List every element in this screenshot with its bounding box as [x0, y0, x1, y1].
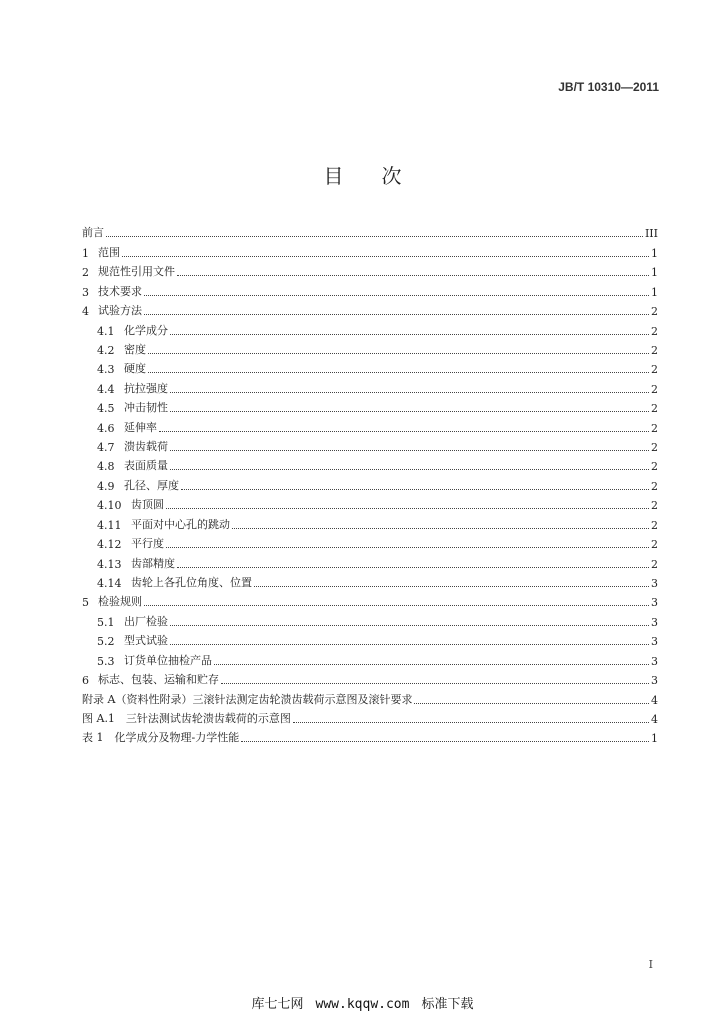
- toc-dot-leader: [170, 643, 649, 645]
- toc-entry[interactable]: [82, 299, 658, 318]
- toc-dot-leader: [148, 371, 649, 373]
- toc-entry-label: 附录 A（资料性附录）三滚针法测定齿轮溃齿载荷示意图及滚针要求: [82, 692, 413, 706]
- toc-entry[interactable]: [82, 571, 658, 590]
- toc-entry-label: 型式试验: [124, 634, 168, 648]
- toc-entry[interactable]: [82, 240, 658, 259]
- toc-dot-leader: [170, 449, 649, 451]
- toc-entry-page: 2: [651, 382, 658, 396]
- toc-entry[interactable]: [82, 707, 658, 726]
- toc-entry-number: 1: [82, 246, 89, 260]
- toc-entry-label: 延伸率: [124, 420, 157, 434]
- toc-entry[interactable]: [82, 435, 658, 454]
- toc-entry-label: 规范性引用文件: [98, 265, 175, 279]
- toc-entry-page: 2: [651, 324, 658, 338]
- toc-entry[interactable]: [82, 512, 658, 531]
- toc-entry-number: 3: [82, 285, 89, 299]
- toc-dot-leader: [241, 740, 649, 742]
- toc-dot-leader: [293, 721, 649, 723]
- toc-entry-page: 3: [651, 577, 658, 591]
- toc-entry[interactable]: [82, 221, 658, 240]
- toc-entry-label: 检验规则: [98, 595, 142, 609]
- toc-entry-page: 2: [651, 343, 658, 357]
- toc-entry-number: 4.5: [97, 402, 115, 416]
- toc-entry-number: 4.1: [97, 324, 115, 338]
- toc-entry-page: 2: [651, 402, 658, 416]
- toc-entry-label: 前言: [82, 226, 104, 240]
- toc-entry-label: 密度: [124, 342, 146, 356]
- toc-entry-page: 2: [651, 441, 658, 455]
- toc-entry-page: 2: [651, 363, 658, 377]
- toc-dot-leader: [148, 352, 649, 354]
- toc-dot-leader: [221, 682, 649, 684]
- toc-entry-number: 4.3: [97, 363, 115, 377]
- toc-entry-page: 1: [651, 246, 658, 260]
- toc-entry-number: 4.7: [97, 441, 115, 455]
- toc-dot-leader: [170, 468, 649, 470]
- toc-entry-label: 溃齿载荷: [124, 440, 168, 454]
- toc-dot-leader: [254, 585, 649, 587]
- toc-entry-page: III: [644, 227, 658, 241]
- toc-entry[interactable]: [82, 609, 658, 628]
- toc-entry-number: 4: [82, 305, 89, 319]
- toc-entry[interactable]: [82, 629, 658, 648]
- toc-entry-label: 标志、包装、运输和贮存: [98, 673, 219, 687]
- toc-entry-label: 硬度: [124, 362, 146, 376]
- toc-entry-page: 2: [651, 460, 658, 474]
- footer-tagline: 标准下载: [421, 997, 474, 1012]
- toc-entry[interactable]: [82, 668, 658, 687]
- toc-dot-leader: [232, 527, 649, 529]
- toc-entry-page: 2: [651, 538, 658, 552]
- toc-entry[interactable]: [82, 590, 658, 609]
- toc-entry-page: 2: [651, 479, 658, 493]
- toc-entry-number: 5.1: [97, 615, 115, 629]
- toc-entry-label: 齿部精度: [131, 556, 175, 570]
- toc-dot-leader: [159, 430, 649, 432]
- toc-dot-leader: [181, 488, 649, 490]
- toc-dot-leader: [214, 663, 649, 665]
- toc-dot-leader: [144, 294, 649, 296]
- toc-entry-number: 5.3: [97, 654, 115, 668]
- toc-dot-leader: [170, 410, 649, 412]
- toc-entry[interactable]: [82, 357, 658, 376]
- toc-entry-page: 3: [651, 654, 658, 668]
- toc-entry-label: 齿顶圆: [131, 498, 164, 512]
- toc-entry-label: 图 A.1 三针法测试齿轮溃齿载荷的示意图: [82, 711, 291, 725]
- toc-entry-page: 3: [651, 615, 658, 629]
- toc-entry-number: 5.2: [97, 635, 115, 649]
- toc-entry-page: 3: [651, 596, 658, 610]
- toc-entry[interactable]: [82, 260, 658, 279]
- page-number: I: [648, 958, 653, 971]
- toc-dot-leader: [170, 333, 649, 335]
- toc-entry-number: 4.4: [97, 382, 115, 396]
- toc-entry-label: 表面质量: [124, 459, 168, 473]
- toc-entry-number: 4.6: [97, 421, 115, 435]
- toc-entry[interactable]: [82, 415, 658, 434]
- toc-entry[interactable]: [82, 648, 658, 667]
- toc-entry-number: 4.13: [97, 557, 122, 571]
- toc-entry-page: 2: [651, 305, 658, 319]
- toc-entry[interactable]: [82, 376, 658, 395]
- toc-dot-leader: [166, 507, 649, 509]
- toc-entry-number: 4.14: [97, 577, 122, 591]
- table-of-contents: [82, 221, 658, 745]
- toc-entry[interactable]: [82, 551, 658, 570]
- toc-dot-leader: [122, 255, 649, 257]
- toc-entry-page: 2: [651, 499, 658, 513]
- toc-dot-leader: [170, 624, 649, 626]
- toc-entry[interactable]: [82, 532, 658, 551]
- toc-entry-page: 1: [651, 266, 658, 280]
- toc-entry-number: 4.10: [97, 499, 122, 513]
- toc-entry[interactable]: [82, 493, 658, 512]
- standard-code: JB/T 10310—2011: [558, 80, 659, 94]
- toc-entry-number: 4.11: [97, 518, 122, 532]
- toc-entry-page: 2: [651, 557, 658, 571]
- toc-entry-label: 齿轮上各孔位角度、位置: [131, 576, 252, 590]
- toc-entry-label: 技术要求: [98, 284, 142, 298]
- toc-entry-label: 冲击韧性: [124, 401, 168, 415]
- toc-entry-page: 3: [651, 674, 658, 688]
- toc-entry-page: 1: [651, 732, 658, 746]
- toc-dot-leader: [106, 235, 643, 237]
- toc-entry[interactable]: [82, 338, 658, 357]
- toc-entry-number: 4.8: [97, 460, 115, 474]
- toc-entry-page: 2: [651, 421, 658, 435]
- toc-entry-number: 4.9: [97, 479, 115, 493]
- toc-dot-leader: [177, 566, 649, 568]
- toc-entry[interactable]: [82, 726, 658, 745]
- toc-dot-leader: [144, 604, 649, 606]
- toc-entry-page: 2: [651, 518, 658, 532]
- toc-entry-number: 4.12: [97, 538, 122, 552]
- toc-entry-label: 出厂检验: [124, 614, 168, 628]
- toc-entry[interactable]: [82, 473, 658, 492]
- footer: [0, 993, 725, 1012]
- page-title: 目次: [323, 164, 440, 188]
- toc-entry[interactable]: [82, 454, 658, 473]
- toc-dot-leader: [170, 391, 649, 393]
- toc-entry[interactable]: [82, 279, 658, 298]
- toc-entry-number: 4.2: [97, 343, 115, 357]
- toc-dot-leader: [144, 313, 649, 315]
- toc-entry-label: 订货单位抽检产品: [124, 653, 212, 667]
- toc-entry-label: 平行度: [131, 537, 164, 551]
- toc-dot-leader: [177, 274, 649, 276]
- toc-entry[interactable]: [82, 687, 658, 706]
- toc-entry-page: 4: [651, 693, 658, 707]
- toc-entry-label: 平面对中心孔的跳动: [131, 517, 230, 531]
- toc-entry-label: 表 1 化学成分及物理-力学性能: [82, 731, 240, 745]
- toc-entry-label: 范围: [98, 245, 120, 259]
- toc-entry-label: 抗拉强度: [124, 381, 168, 395]
- toc-entry-label: 试验方法: [98, 304, 142, 318]
- toc-dot-leader: [166, 546, 649, 548]
- footer-site-name: 库七七网: [251, 997, 304, 1012]
- toc-entry-number: 2: [82, 266, 89, 280]
- footer-url[interactable]: www.kqqw.com: [315, 997, 410, 1012]
- toc-dot-leader: [414, 702, 649, 704]
- toc-entry-label: 孔径、厚度: [124, 478, 179, 492]
- toc-entry-number: 6: [82, 674, 89, 688]
- toc-entry-label: 化学成分: [124, 323, 168, 337]
- toc-entry-number: 5: [82, 596, 89, 610]
- toc-entry[interactable]: [82, 396, 658, 415]
- toc-entry-page: 4: [651, 712, 658, 726]
- toc-entry[interactable]: [82, 318, 658, 337]
- toc-entry-page: 3: [651, 635, 658, 649]
- toc-entry-page: 1: [651, 285, 658, 299]
